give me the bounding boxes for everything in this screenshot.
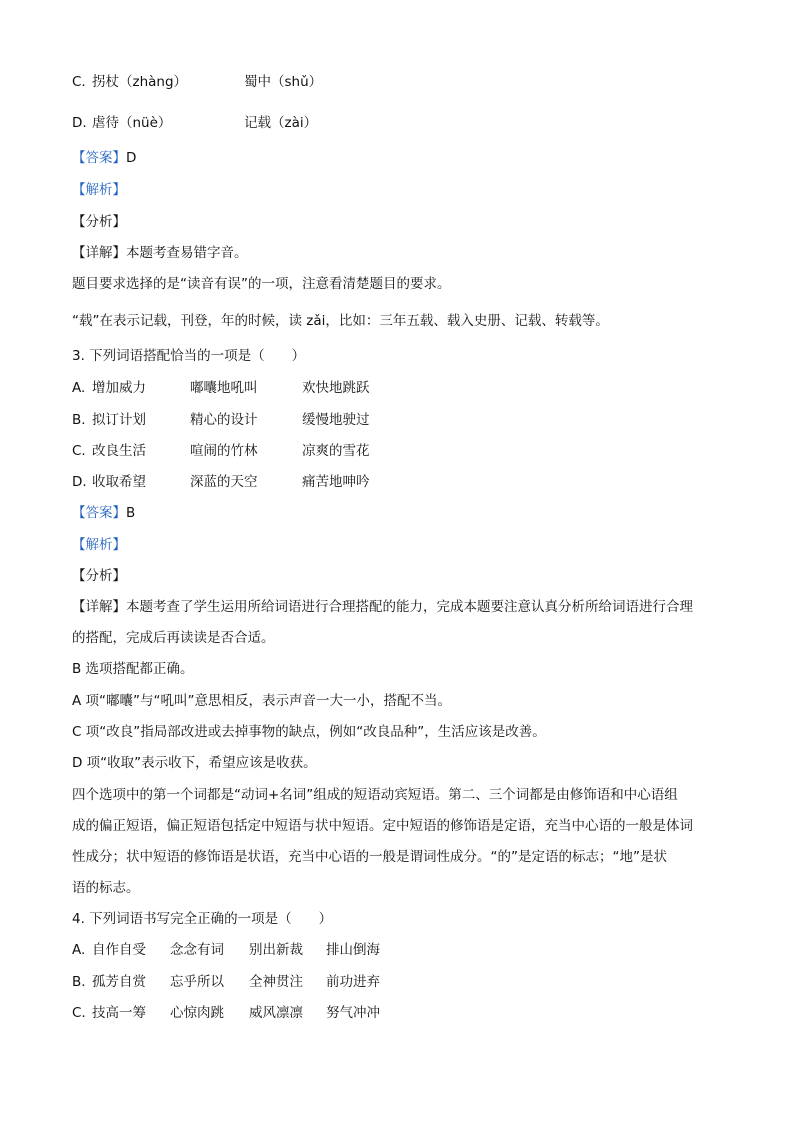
answer-tag: 【答案】	[72, 505, 126, 521]
option-word-1: 收取希望	[92, 474, 146, 490]
detail-text: 本题考查了学生运用所给词语进行合理搭配的能力，完成本题要注意认真分析所给词语进行合理	[126, 599, 693, 615]
q3-para-3: 性成分；状中短语的修饰语是状语，充当中心语的一般是谓词性成分。“的”是定语的标志；“地”是状	[72, 849, 667, 865]
q2-fenxi-tag: 【分析】	[72, 214, 126, 230]
q3-option-c	[72, 441, 370, 461]
option-label: C.	[72, 443, 86, 459]
detail-text: 本题考查易错字音。	[126, 245, 248, 261]
option-word-2: 忘乎所以	[170, 974, 224, 990]
option-label: C.	[72, 74, 86, 90]
option-word-3: 凉爽的雪花	[302, 443, 370, 459]
q3-option-b	[72, 410, 370, 430]
q3-detail-1	[72, 597, 693, 617]
option-word-1: 拐杖（zhàng）	[92, 74, 188, 90]
q2-option-c	[72, 72, 323, 92]
option-label: C.	[72, 1005, 86, 1021]
q2-answer	[72, 148, 136, 168]
q3-para-1: 四个选项中的第一个词都是“动词+名词”组成的短语动宾短语。第二、三个词都是由修饰语和中心语组	[72, 787, 678, 803]
q2-analysis-tag: 【解析】	[72, 182, 126, 198]
q4-option-c	[72, 1003, 380, 1023]
option-word-1: 增加威力	[92, 380, 146, 396]
q2-paragraph-2: “载”在表示记载，刊登，年的时候，读 zǎi，比如：三年五载、载入史册、记载、转载等。	[72, 313, 609, 329]
option-label: B.	[72, 974, 86, 990]
q3-b-line: B 选项搭配都正确。	[72, 661, 194, 677]
option-label: D.	[72, 474, 87, 490]
option-word-2: 念念有词	[170, 942, 224, 958]
q3-option-a	[72, 378, 370, 398]
option-word-4: 努气冲冲	[326, 1005, 380, 1021]
q4-option-b	[72, 972, 380, 992]
option-word-2: 心惊肉跳	[170, 1005, 224, 1021]
q3-c-line: C 项“改良”指局部改进或去掉事物的缺点，例如“改良品种”，生活应该是改善。	[72, 724, 546, 740]
answer-tag: 【答案】	[72, 150, 126, 166]
q3-d-line: D 项“收取”表示收下，希望应该是收获。	[72, 755, 317, 771]
option-word-3: 痛苦地呻吟	[302, 474, 370, 490]
option-label: B.	[72, 412, 86, 428]
q3-detail-2: 的搭配，完成后再读读是否合适。	[72, 630, 275, 646]
option-word-3: 威风凛凛	[249, 1005, 303, 1021]
option-label: D.	[72, 115, 87, 131]
option-word-1: 改良生活	[92, 443, 146, 459]
answer-value: B	[126, 505, 136, 521]
option-word-1: 自作自受	[92, 942, 146, 958]
option-word-1: 孤芳自赏	[92, 974, 146, 990]
detail-tag: 【详解】	[72, 599, 126, 615]
q2-option-d	[72, 113, 318, 133]
q3-stem: 3. 下列词语搭配恰当的一项是（ ）	[72, 348, 306, 364]
option-word-2: 深蓝的天空	[190, 474, 258, 490]
option-word-3: 欢快地跳跃	[302, 380, 370, 396]
option-word-2: 喧闹的竹林	[190, 443, 258, 459]
option-word-1: 技高一筹	[92, 1005, 146, 1021]
q4-stem: 4. 下列词语书写完全正确的一项是（ ）	[72, 911, 333, 927]
option-word-3: 缓慢地驶过	[302, 412, 370, 428]
q3-fenxi-tag: 【分析】	[72, 568, 126, 584]
option-word-4: 前功进弃	[326, 974, 380, 990]
option-word-3: 全神贯注	[249, 974, 303, 990]
q4-option-a	[72, 940, 380, 960]
option-word-4: 排山倒海	[326, 942, 380, 958]
q3-para-4: 语的标志。	[72, 880, 140, 896]
option-label: A.	[72, 942, 86, 958]
answer-value: D	[126, 150, 137, 166]
option-word-2: 精心的设计	[190, 412, 258, 428]
option-word-1: 虐待（nüè）	[92, 115, 172, 131]
q2-detail	[72, 243, 248, 263]
q3-analysis-tag: 【解析】	[72, 537, 126, 553]
detail-tag: 【详解】	[72, 245, 126, 261]
q3-answer	[72, 503, 135, 523]
q3-option-d	[72, 472, 370, 492]
option-label: A.	[72, 380, 86, 396]
q2-paragraph-1: 题目要求选择的是“读音有误”的一项，注意看清楚题目的要求。	[72, 276, 451, 292]
option-word-1: 拟订计划	[92, 412, 146, 428]
q3-a-line: A 项“嘟囔”与“吼叫”意思相反，表示声音一大一小，搭配不当。	[72, 693, 452, 709]
q3-para-2: 成的偏正短语，偏正短语包括定中短语与状中短语。定中短语的修饰语是定语，充当中心语的一般是体词	[72, 818, 693, 834]
option-word-2: 嘟囔地吼叫	[190, 380, 258, 396]
option-word-3: 别出新裁	[249, 942, 303, 958]
option-word-2: 记载（zài）	[244, 115, 318, 131]
option-word-2: 蜀中（shǔ）	[244, 74, 323, 90]
